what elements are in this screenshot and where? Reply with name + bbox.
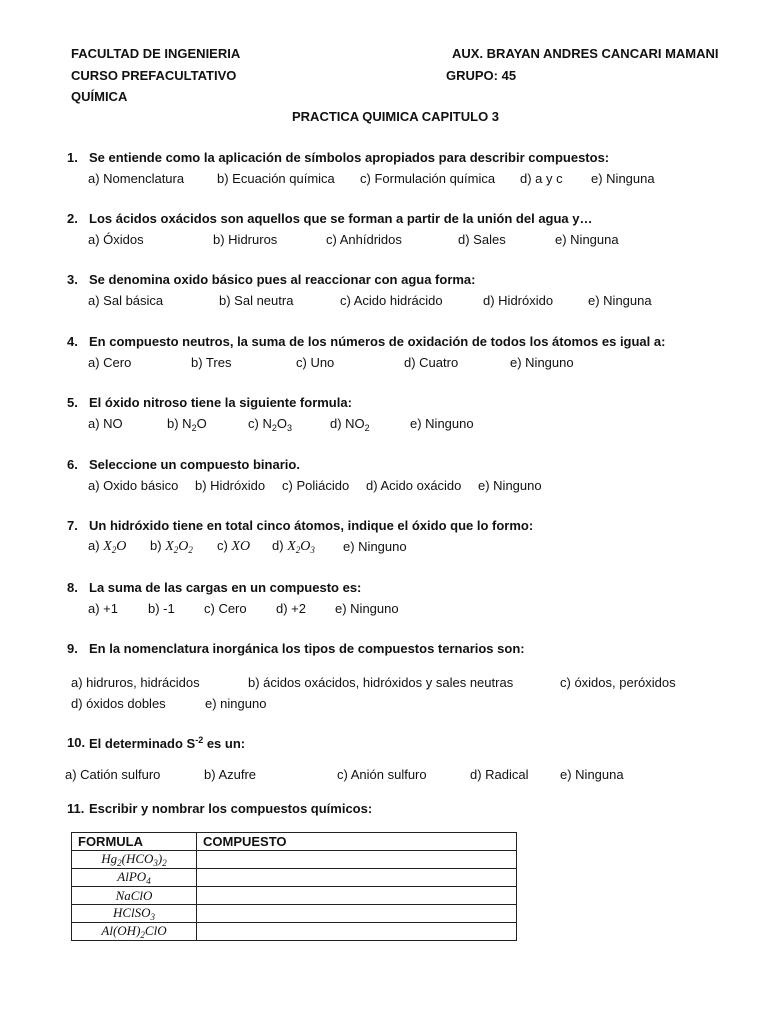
question-5-number: 5. xyxy=(67,395,78,410)
q9-option-c: c) óxidos, peróxidos xyxy=(560,675,676,690)
q10-option-c: c) Anión sulfuro xyxy=(337,767,427,782)
q5-option-e: e) Ninguno xyxy=(410,416,474,431)
q8-option-a: a) +1 xyxy=(88,601,118,616)
q6-option-e: e) Ninguno xyxy=(478,478,542,493)
q2-option-c: c) Anhídridos xyxy=(326,232,402,247)
question-11-number: 11. xyxy=(67,801,85,816)
q9-option-e: e) ninguno xyxy=(205,696,267,711)
q3-option-a: a) Sal básica xyxy=(88,293,164,308)
q1-option-c: c) Formulación química xyxy=(360,171,496,186)
q6-option-b: b) Hidróxido xyxy=(195,478,266,493)
table-row xyxy=(72,851,517,869)
question-4-text: En compuesto neutros, la suma de los números de oxidación de todos los átomos es igual a: xyxy=(89,334,666,349)
q2-option-a: a) Óxidos xyxy=(88,232,144,247)
compounds-table xyxy=(71,832,517,941)
compound-answer-cell[interactable] xyxy=(197,851,517,869)
q1-option-e: e) Ninguna xyxy=(591,171,655,186)
q7-option-d: d) $X_2O_3$ xyxy=(272,538,315,555)
q6-option-d: d) Acido oxácido xyxy=(366,478,462,493)
q7-option-b: b) $X_2O_2$ xyxy=(150,538,193,555)
group-number: GRUPO: 45 xyxy=(446,68,517,83)
question-7-number: 7. xyxy=(67,518,78,533)
formula-cell: AlPO$_4$ xyxy=(72,869,197,887)
q8-option-d: d) +2 xyxy=(276,601,306,616)
q9-option-d: d) óxidos dobles xyxy=(71,696,166,711)
q3-option-e: e) Ninguna xyxy=(588,293,652,308)
faculty-name: FACULTAD DE INGENIERIA xyxy=(71,46,241,61)
q10-option-b: b) Azufre xyxy=(204,767,257,782)
course-name: CURSO PREFACULTATIVO xyxy=(71,68,237,83)
q9-option-b: b) ácidos oxácidos, hidróxidos y sales neutras xyxy=(248,675,514,690)
compound-answer-cell[interactable] xyxy=(197,887,517,905)
q4-option-b: b) Tres xyxy=(191,355,232,370)
formula-column-header: FORMULA xyxy=(72,833,197,851)
question-1-number: 1. xyxy=(67,150,78,165)
question-8-text: La suma de las cargas en un compuesto es: xyxy=(89,580,362,595)
q8-option-b: b) -1 xyxy=(148,601,175,616)
question-8-number: 8. xyxy=(67,580,78,595)
q1-option-d: d) a y c xyxy=(520,171,563,186)
page-title: PRACTICA QUIMICA CAPITULO 3 xyxy=(292,109,500,124)
question-9-number: 9. xyxy=(67,641,78,656)
q8-option-c: c) Cero xyxy=(204,601,247,616)
question-7-text: Un hidróxido tiene en total cinco átomos, indique el óxido que lo formo: xyxy=(89,518,534,533)
q4-option-e: e) Ninguno xyxy=(510,355,574,370)
q4-option-c: c) Uno xyxy=(296,355,335,370)
question-6-text: Seleccione un compuesto binario. xyxy=(89,457,300,472)
q7-option-e: e) Ninguno xyxy=(343,539,407,554)
q4-option-d: d) Cuatro xyxy=(404,355,459,370)
q3-option-b: b) Sal neutra xyxy=(219,293,294,308)
question-2-number: 2. xyxy=(67,211,78,226)
formula-cell: $Al(OH)_2ClO$ xyxy=(72,923,197,941)
question-2-text: Los ácidos oxácidos son aquellos que se forman a partir de la unión del agua y… xyxy=(89,211,593,226)
question-11-text: Escribir y nombrar los compuestos químicos: xyxy=(89,801,373,816)
question-3-number: 3. xyxy=(67,272,78,287)
q10-option-a: a) Catión sulfuro xyxy=(65,767,161,782)
q2-option-d: d) Sales xyxy=(458,232,506,247)
question-10-number: 10. xyxy=(67,735,86,750)
q6-option-c: c) Poliácido xyxy=(282,478,350,493)
q3-option-c: c) Acido hidrácido xyxy=(340,293,443,308)
table-row xyxy=(72,923,517,941)
question-5-text: El óxido nitroso tiene la siguiente formula: xyxy=(89,395,352,410)
q1-option-a: a) Nomenclatura xyxy=(88,171,185,186)
q5-option-b: b) $N_2O$ xyxy=(167,416,207,433)
compound-answer-cell[interactable] xyxy=(197,869,517,887)
q8-option-e: e) Ninguno xyxy=(335,601,399,616)
assistant-name: AUX. BRAYAN ANDRES CANCARI MAMANI xyxy=(452,46,719,61)
q10-option-d: d) Radical xyxy=(470,767,529,782)
q6-option-a: a) Oxido básico xyxy=(88,478,179,493)
q1-option-b: b) Ecuación química xyxy=(217,171,335,186)
q3-option-d: d) Hidróxido xyxy=(483,293,554,308)
q2-option-e: e) Ninguna xyxy=(555,232,619,247)
question-6-number: 6. xyxy=(67,457,78,472)
q5-option-c: c) $N_2O_3$ xyxy=(248,416,292,433)
question-10-text: El determinado $S^{-2}$ es un: xyxy=(89,735,246,751)
formula-cell: HClSO$_3$ xyxy=(72,905,197,923)
q4-option-a: a) Cero xyxy=(88,355,132,370)
question-9-text: En la nomenclatura inorgánica los tipos de compuestos ternarios son: xyxy=(89,641,525,656)
formula-cell: NaClO xyxy=(72,887,197,905)
table-row xyxy=(72,905,517,923)
compound-column-header: COMPUESTO xyxy=(197,833,517,851)
subject-name: QUÍMICA xyxy=(71,89,128,104)
table-row xyxy=(72,887,517,905)
question-1-text: Se entiende como la aplicación de símbolos apropiados para describir compuestos: xyxy=(89,150,610,165)
q9-option-a: a) hidruros, hidrácidos xyxy=(71,675,200,690)
question-4-number: 4. xyxy=(67,334,78,349)
q10-option-e: e) Ninguna xyxy=(560,767,624,782)
table-row xyxy=(72,869,517,887)
question-3-text: Se denomina oxido básico pues al reaccionar con agua forma: xyxy=(89,272,476,287)
compound-answer-cell[interactable] xyxy=(197,905,517,923)
compound-answer-cell[interactable] xyxy=(197,923,517,941)
q5-option-d: d) $NO_2$ xyxy=(330,416,370,433)
q7-option-c: c) XO xyxy=(217,538,251,554)
q7-option-a: a) $X_2O$ xyxy=(88,538,127,555)
q5-option-a: a) NO xyxy=(88,416,123,431)
table-header-row xyxy=(72,833,517,851)
formula-cell: $Hg_2(HCO_3)_2$ xyxy=(72,851,197,869)
q2-option-b: b) Hidruros xyxy=(213,232,278,247)
